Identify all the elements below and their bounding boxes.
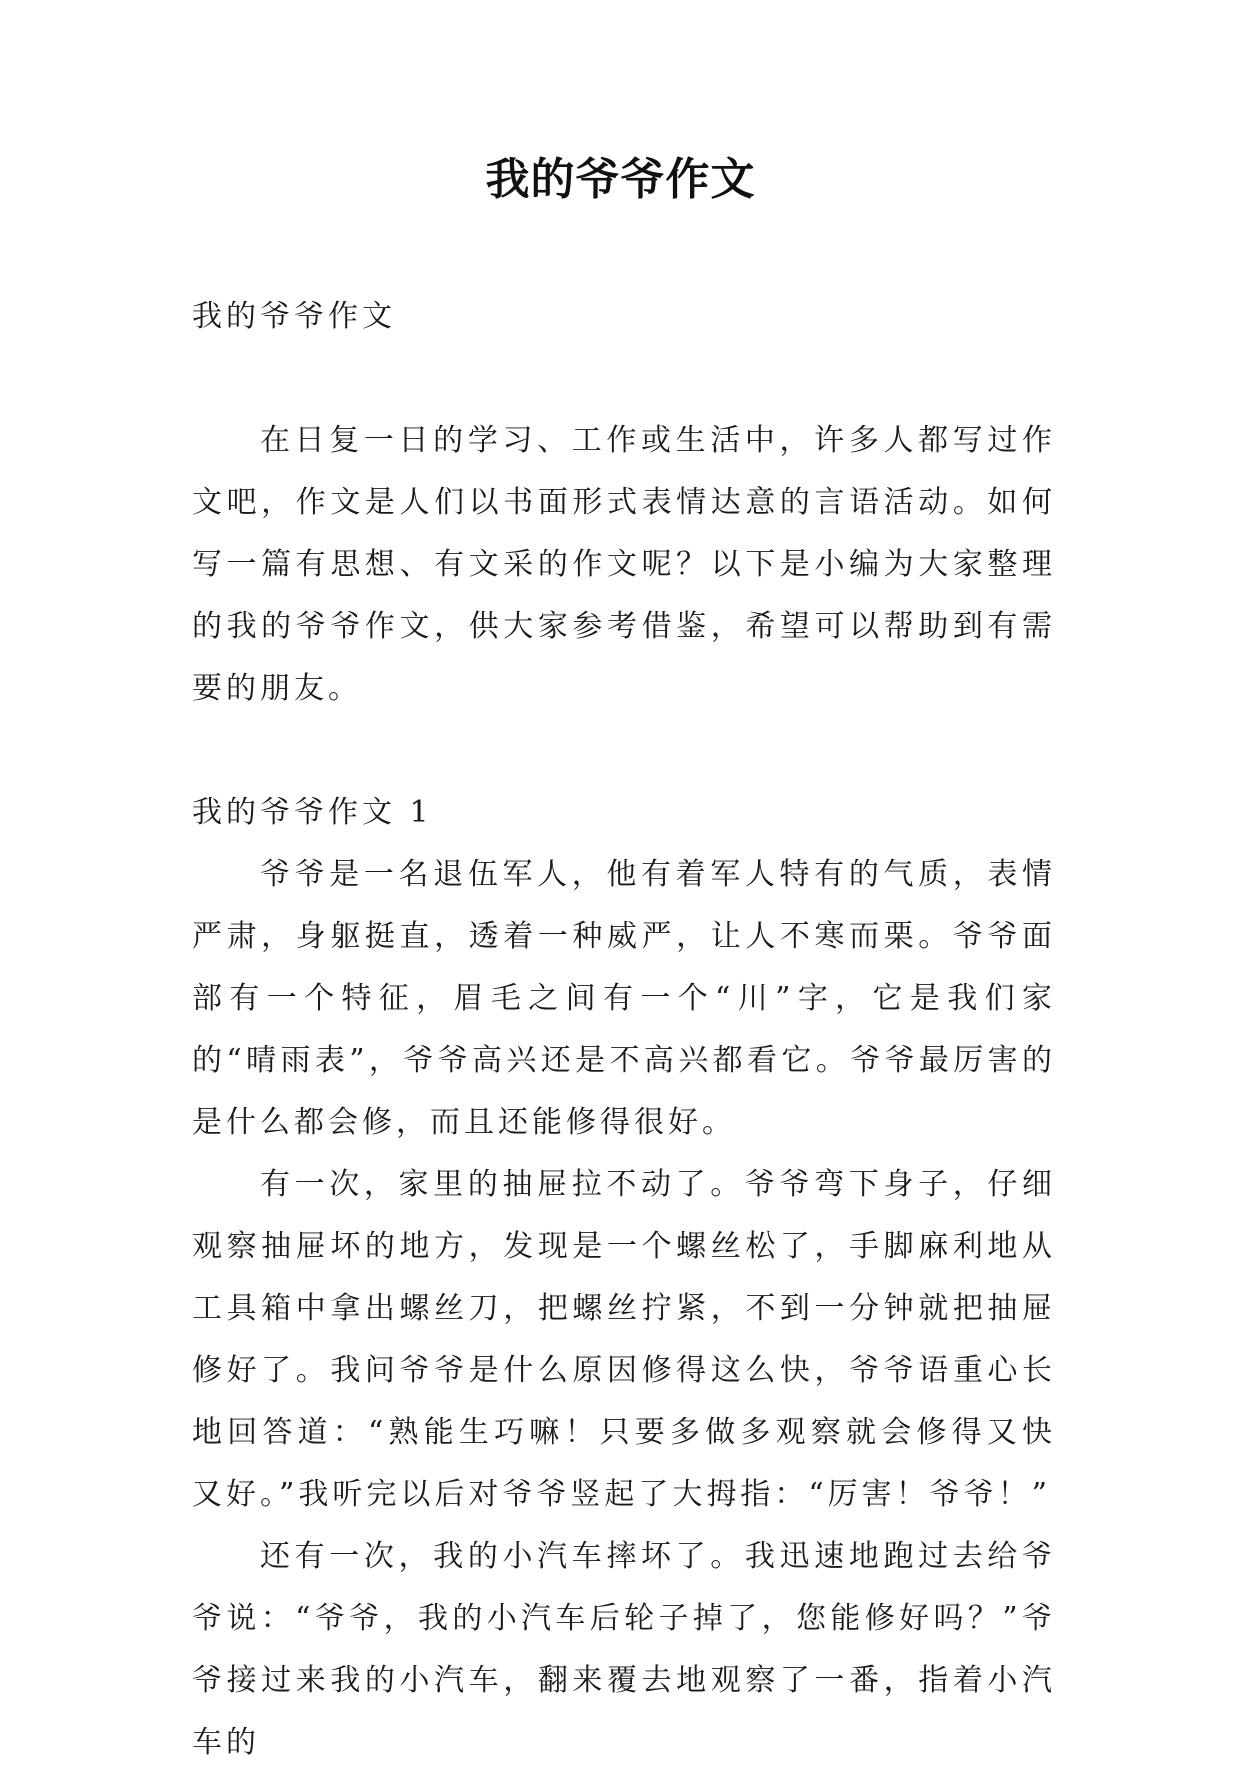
section-heading: 我的爷爷作文 1 [192, 795, 433, 830]
body-paragraph-2: 有一次，家里的抽屉拉不动了。爷爷弯下身子，仔细观察抽屉坏的地方，发现是一个螺丝松了，手脚麻利地从工具箱中拿出螺丝刀，把螺丝拧紧，不到一分钟就把抽屉修好了。我问爷爷是什么原因修得这么快，爷爷语重心长地回答道：“熟能生巧嘛！只要多做多观察就会修得又快又好。”我听完以后对爷爷竖起了大拇指：“厉害！爷爷！” [192, 1167, 1056, 1512]
body-paragraph-3: 还有一次，我的小汽车摔坏了。我迅速地跑过去给爷爷说：“爷爷，我的小汽车后轮子掉了，您能修好吗？”爷爷接过来我的小汽车，翻来覆去地观察了一番，指着小汽车的 [192, 1539, 1056, 1760]
body-paragraph-1: 爷爷是一名退伍军人，他有着军人特有的气质，表情严肃，身躯挺直，透着一种威严，让人不寒而栗。爷爷面部有一个特征，眉毛之间有一个“川”字，它是我们家的“晴雨表”，爷爷高兴还是不高兴都看它。爷爷最厉害的是什么都会修，而且还能修得很好。 [192, 857, 1056, 1140]
spacer [192, 348, 1056, 410]
document-subtitle: 我的爷爷作文 [192, 299, 396, 334]
document-title: 我的爷爷作文 [485, 154, 756, 205]
document-body [192, 286, 1056, 1774]
intro-paragraph: 在日复一日的学习、工作或生活中，许多人都写过作文吧，作文是人们以书面形式表情达意的言语活动。如何写一篇有思想、有文采的作文呢？以下是小编为大家整理的我的爷爷作文，供大家参考借鉴，希望可以帮助到有需要的朋友。 [192, 423, 1056, 706]
spacer [192, 720, 1056, 782]
